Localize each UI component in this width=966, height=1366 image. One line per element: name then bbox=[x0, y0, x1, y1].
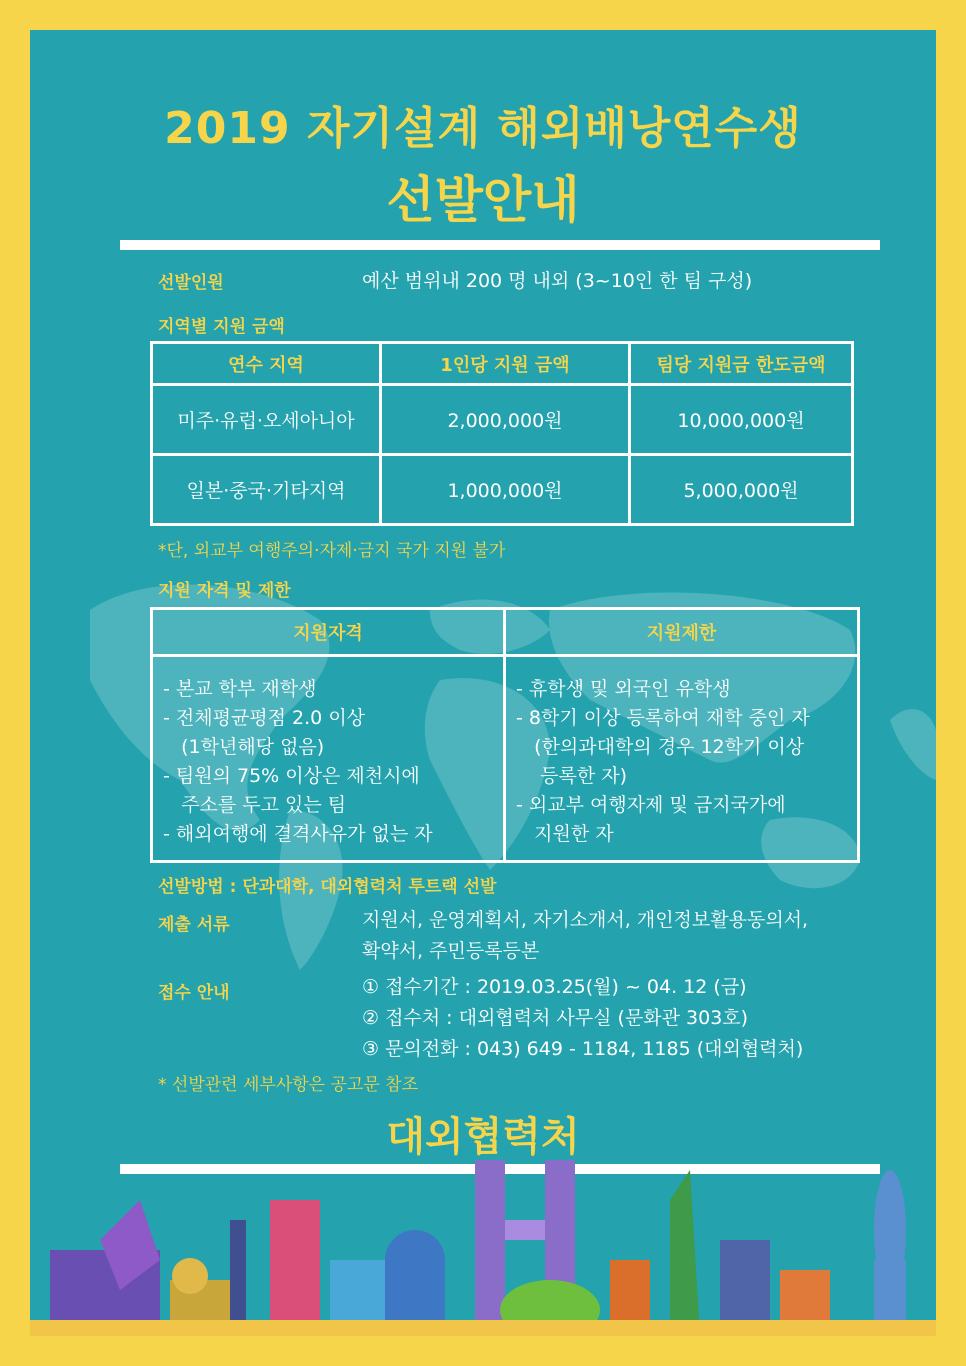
row1-per-person: 2,000,000원 bbox=[381, 385, 630, 455]
documents-label: 제출 서류 bbox=[158, 915, 230, 935]
organization-name: 대외협력처 bbox=[386, 1114, 580, 1160]
qualification-item: 주소를 두고 있는 팀 bbox=[163, 794, 347, 816]
selection-count-value: 예산 범위내 200 명 내외 (3~10인 한 팀 구성) bbox=[362, 270, 753, 292]
regional-support-note: *단, 외교부 여행주의·자제·금지 국가 지원 불가 bbox=[158, 541, 506, 561]
table-row bbox=[152, 385, 853, 455]
documents-line: 지원서, 운영계획서, 자기소개서, 개인정보활용동의서, bbox=[362, 909, 809, 931]
reception-place: ② 접수처 : 대외협력처 사무실 (문화관 303호) bbox=[362, 1007, 749, 1029]
table-row bbox=[152, 656, 859, 862]
qualifications-cell bbox=[152, 656, 505, 862]
header-region: 연수 지역 bbox=[152, 343, 381, 385]
restriction-item: - 휴학생 및 외국인 유학생 bbox=[516, 678, 731, 700]
poster-title-line1: 2019 자기설계 해외배낭연수생 bbox=[164, 103, 802, 154]
row2-per-person: 1,000,000원 bbox=[381, 455, 630, 525]
reception-period: ① 접수기간 : 2019.03.25(월) ~ 04. 12 (금) bbox=[362, 976, 747, 998]
top-divider bbox=[120, 240, 880, 250]
qualification-item: - 본교 학부 재학생 bbox=[163, 678, 317, 700]
qualification-item: - 전체평균평점 2.0 이상 bbox=[163, 707, 366, 729]
poster-title-line2: 선발안내 bbox=[386, 171, 580, 229]
row1-team-limit: 10,000,000원 bbox=[630, 385, 853, 455]
qualification-item: - 팀원의 75% 이상은 제천시에 bbox=[163, 765, 420, 787]
qualification-item: - 해외여행에 결격사유가 없는 자 bbox=[163, 823, 433, 845]
table-header-row bbox=[152, 343, 853, 385]
restriction-item: (한의과대학의 경우 12학기 이상 bbox=[516, 736, 805, 758]
row2-team-limit: 5,000,000원 bbox=[630, 455, 853, 525]
selection-method: 선발방법 : 단과대학, 대외협력처 투트랙 선발 bbox=[158, 877, 497, 897]
documents-line: 확약서, 주민등록등본 bbox=[362, 940, 540, 962]
reception-label: 접수 안내 bbox=[158, 983, 230, 1003]
row1-region: 미주·유럽·오세아니아 bbox=[152, 385, 381, 455]
eligibility-table bbox=[150, 607, 860, 863]
header-team-limit: 팀당 지원금 한도금액 bbox=[630, 343, 853, 385]
city-skyline-illustration bbox=[30, 1140, 936, 1336]
restriction-item: 지원한 자 bbox=[516, 823, 614, 845]
header-per-person: 1인당 지원 금액 bbox=[381, 343, 630, 385]
restrictions-cell bbox=[505, 656, 859, 862]
reception-info bbox=[362, 972, 803, 1065]
selection-count-label: 선발인원 bbox=[158, 273, 224, 293]
footnote: * 선발관련 세부사항은 공고문 참조 bbox=[158, 1075, 419, 1095]
restriction-item: - 외교부 여행자제 및 금지국가에 bbox=[516, 794, 786, 816]
table-header-row bbox=[152, 609, 859, 656]
header-restrictions: 지원제한 bbox=[505, 609, 859, 656]
restriction-item: 등록한 자) bbox=[516, 765, 628, 787]
eligibility-label: 지원 자격 및 제한 bbox=[158, 581, 291, 601]
regional-support-table bbox=[150, 341, 854, 526]
reception-phone: ③ 문의전화 : 043) 649 - 1184, 1185 (대외협력처) bbox=[362, 1038, 804, 1060]
table-row bbox=[152, 455, 853, 525]
header-qualifications: 지원자격 bbox=[152, 609, 505, 656]
regional-support-label: 지역별 지원 금액 bbox=[158, 317, 285, 337]
restriction-item: - 8학기 이상 등록하여 재학 중인 자 bbox=[516, 707, 810, 729]
qualification-item: (1학년해당 없음) bbox=[163, 736, 325, 758]
row2-region: 일본·중국·기타지역 bbox=[152, 455, 381, 525]
poster-panel bbox=[30, 30, 936, 1336]
documents-list bbox=[362, 905, 808, 967]
